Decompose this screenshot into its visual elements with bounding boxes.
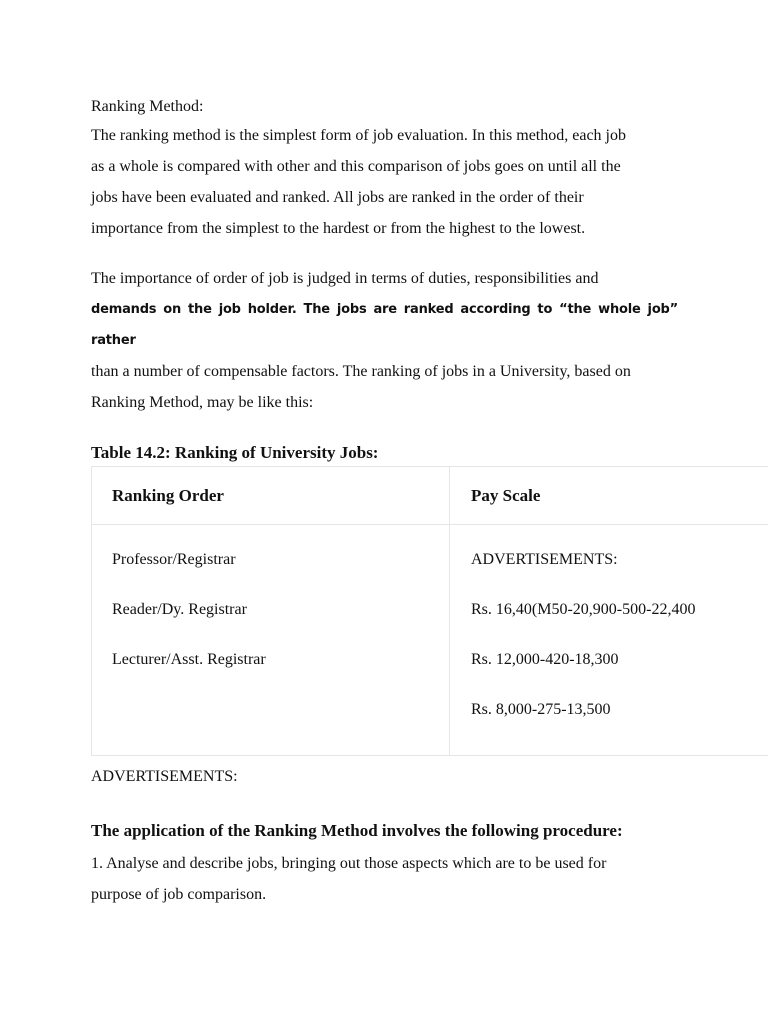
procedure-heading: The application of the Ranking Method involves the following procedure: [91, 821, 623, 840]
paragraph-1-line: jobs have been evaluated and ranked. All jobs are ranked in the order of their [91, 189, 584, 206]
pay-scale-column [450, 525, 768, 755]
advertisements-label: ADVERTISEMENTS: [91, 768, 238, 785]
table-header-cell [92, 467, 450, 524]
table-cell: ADVERTISEMENTS: [471, 551, 618, 568]
paragraph-2 [91, 263, 678, 418]
paragraph-1 [91, 120, 678, 244]
document-page [91, 94, 768, 910]
table-cell: Rs. 8,000-275-13,500 [471, 701, 611, 718]
table-cell: Reader/Dy. Registrar [112, 601, 247, 618]
table-caption: Table 14.2: Ranking of University Jobs: [91, 443, 379, 462]
procedure-item-line: 1. Analyse and describe jobs, bringing out those aspects which are to be used for [91, 855, 607, 872]
paragraph-1-line: importance from the simplest to the hardest or from the highest to the lowest. [91, 220, 586, 237]
table-header-row [92, 467, 768, 525]
ranking-table [91, 466, 768, 756]
table-cell: Rs. 12,000-420-18,300 [471, 651, 619, 668]
table-cell: Rs. 16,40(M50-20,900-500-22,400 [471, 601, 696, 618]
ranking-order-column [92, 525, 450, 755]
table-cell: Lecturer/Asst. Registrar [112, 651, 266, 668]
procedure-item-line: purpose of job comparison. [91, 886, 267, 903]
section-title: Ranking Method: [91, 98, 204, 115]
table-cell: Professor/Registrar [112, 551, 236, 568]
table-cell-empty [112, 695, 449, 745]
paragraph-2-line: than a number of compensable factors. The ranking of jobs in a University, based on [91, 363, 631, 380]
table-body [92, 525, 768, 755]
header-pay-scale: Pay Scale [471, 485, 541, 505]
paragraph-2-line: Ranking Method, may be like this: [91, 394, 314, 411]
paragraph-1-line: as a whole is compared with other and this comparison of jobs goes on until all the [91, 158, 621, 175]
procedure-item-1 [91, 848, 678, 910]
paragraph-1-line: The ranking method is the simplest form of job evaluation. In this method, each job [91, 127, 626, 144]
table-header-cell [450, 467, 768, 524]
paragraph-2-bold-line: demands on the job holder. The jobs are ranked according to “the whole job” rather [91, 302, 678, 348]
paragraph-2-line: The importance of order of job is judged in terms of duties, responsibilities and [91, 270, 599, 287]
header-ranking-order: Ranking Order [112, 485, 224, 505]
